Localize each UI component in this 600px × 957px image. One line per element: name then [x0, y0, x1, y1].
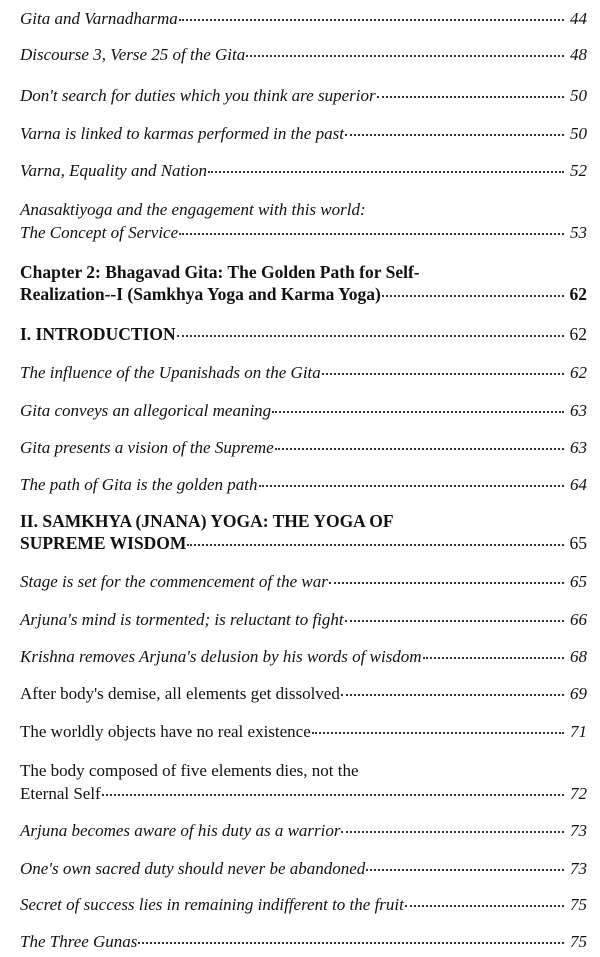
dot-leader	[345, 604, 564, 622]
entry-title-line: Anasaktiyoga and the engagement with this world:	[20, 200, 366, 219]
dot-leader	[179, 3, 564, 21]
dot-leader	[382, 279, 564, 297]
dot-leader	[259, 469, 564, 487]
page-number: 63	[570, 401, 587, 420]
toc-entry	[20, 6, 587, 29]
dot-leader	[322, 357, 564, 375]
page-number: 62	[569, 324, 587, 344]
toc-entry	[20, 200, 587, 243]
entry-title: Arjuna's mind is tormented; is reluctant to fight	[20, 610, 344, 629]
page-number: 62	[570, 363, 587, 382]
page-number: 71	[570, 722, 587, 741]
entry-title: Krishna removes Arjuna's delusion by his words of wisdom	[20, 647, 422, 666]
toc-entry	[20, 761, 587, 804]
page-number: 75	[570, 932, 587, 951]
toc-entry	[20, 818, 587, 841]
entry-title-line: II. SAMKHYA (JNANA) YOGA: THE YOGA OF	[20, 511, 394, 531]
toc-entry	[20, 929, 587, 952]
toc-entry	[20, 644, 587, 667]
page-number: 50	[570, 124, 587, 143]
entry-title-line: The body composed of five elements dies, not the	[20, 761, 359, 780]
dot-leader	[275, 432, 564, 450]
toc-entry	[20, 158, 587, 181]
entry-title-line: SUPREME WISDOM	[20, 533, 187, 553]
toc-entry	[20, 435, 587, 458]
page-number: 63	[570, 438, 587, 457]
dot-leader	[341, 678, 564, 696]
page-number: 68	[570, 647, 587, 666]
dot-leader	[329, 566, 564, 584]
entry-title: The Three Gunas	[20, 932, 138, 951]
dot-leader	[138, 926, 564, 944]
entry-title: Gita conveys an allegorical meaning	[20, 401, 272, 420]
entry-title: Arjuna becomes aware of his duty as a warrior	[20, 821, 341, 840]
page-number: 69	[570, 684, 587, 703]
dot-leader	[179, 217, 564, 235]
entry-title: Don't search for duties which you think are superior	[20, 86, 376, 105]
dot-leader	[341, 815, 564, 833]
section-heading	[20, 511, 587, 553]
toc-entry	[20, 472, 587, 495]
page-number: 65	[569, 533, 587, 553]
dot-leader	[208, 155, 564, 173]
entry-title: The path of Gita is the golden path	[20, 475, 258, 494]
entry-title: The influence of the Upanishads on the Gita	[20, 363, 321, 382]
toc-entry	[20, 892, 587, 915]
entry-title: After body's demise, all elements get dissolved	[20, 684, 340, 703]
dot-leader	[246, 39, 564, 57]
toc-entry	[20, 360, 587, 383]
entry-title: Varna is linked to karmas performed in the past	[20, 124, 344, 143]
page-number: 48	[570, 45, 587, 64]
toc-entry	[20, 719, 587, 742]
entry-title: Varna, Equality and Nation	[20, 161, 207, 180]
page-number: 53	[570, 223, 587, 242]
entry-title-line: Realization--I (Samkhya Yoga and Karma Yoga)	[20, 284, 381, 304]
dot-leader	[366, 853, 564, 871]
entry-title-line: Chapter 2: Bhagavad Gita: The Golden Path for Self-	[20, 262, 420, 282]
entry-title: The worldly objects have no real existence	[20, 722, 311, 741]
section-heading	[20, 322, 587, 344]
page-number: 66	[570, 610, 587, 629]
page-number: 65	[570, 572, 587, 591]
toc-entry	[20, 42, 587, 65]
toc-entry	[20, 398, 587, 421]
entry-title: One's own sacred duty should never be abandoned	[20, 859, 366, 878]
page-number: 73	[570, 821, 587, 840]
toc-entry	[20, 681, 587, 704]
dot-leader	[272, 395, 564, 413]
dot-leader	[405, 889, 564, 907]
toc-entry	[20, 856, 587, 879]
dot-leader	[345, 118, 564, 136]
dot-leader	[102, 778, 564, 796]
toc-entry	[20, 121, 587, 144]
entry-title: I. INTRODUCTION	[20, 324, 176, 344]
page-number: 44	[570, 9, 587, 28]
entry-title-line: The Concept of Service	[20, 223, 179, 242]
toc-entry	[20, 83, 587, 106]
page-number: 52	[570, 161, 587, 180]
page-number: 72	[570, 784, 587, 803]
dot-leader	[177, 319, 564, 337]
toc-entry	[20, 569, 587, 592]
entry-title: Gita presents a vision of the Supreme	[20, 438, 274, 457]
page-number: 64	[570, 475, 587, 494]
page-number: 75	[570, 895, 587, 914]
entry-title-line: Eternal Self	[20, 784, 101, 803]
dot-leader	[187, 528, 564, 546]
entry-title: Gita and Varnadharma	[20, 9, 178, 28]
toc-entry	[20, 607, 587, 630]
dot-leader	[312, 716, 564, 734]
entry-title: Secret of success lies in remaining indifferent to the fruit	[20, 895, 404, 914]
chapter-heading	[20, 262, 587, 304]
page-number: 73	[570, 859, 587, 878]
entry-title: Stage is set for the commencement of the war	[20, 572, 328, 591]
dot-leader	[377, 80, 564, 98]
entry-title: Discourse 3, Verse 25 of the Gita	[20, 45, 246, 64]
page-number: 62	[569, 284, 587, 304]
page-number: 50	[570, 86, 587, 105]
dot-leader	[423, 641, 564, 659]
